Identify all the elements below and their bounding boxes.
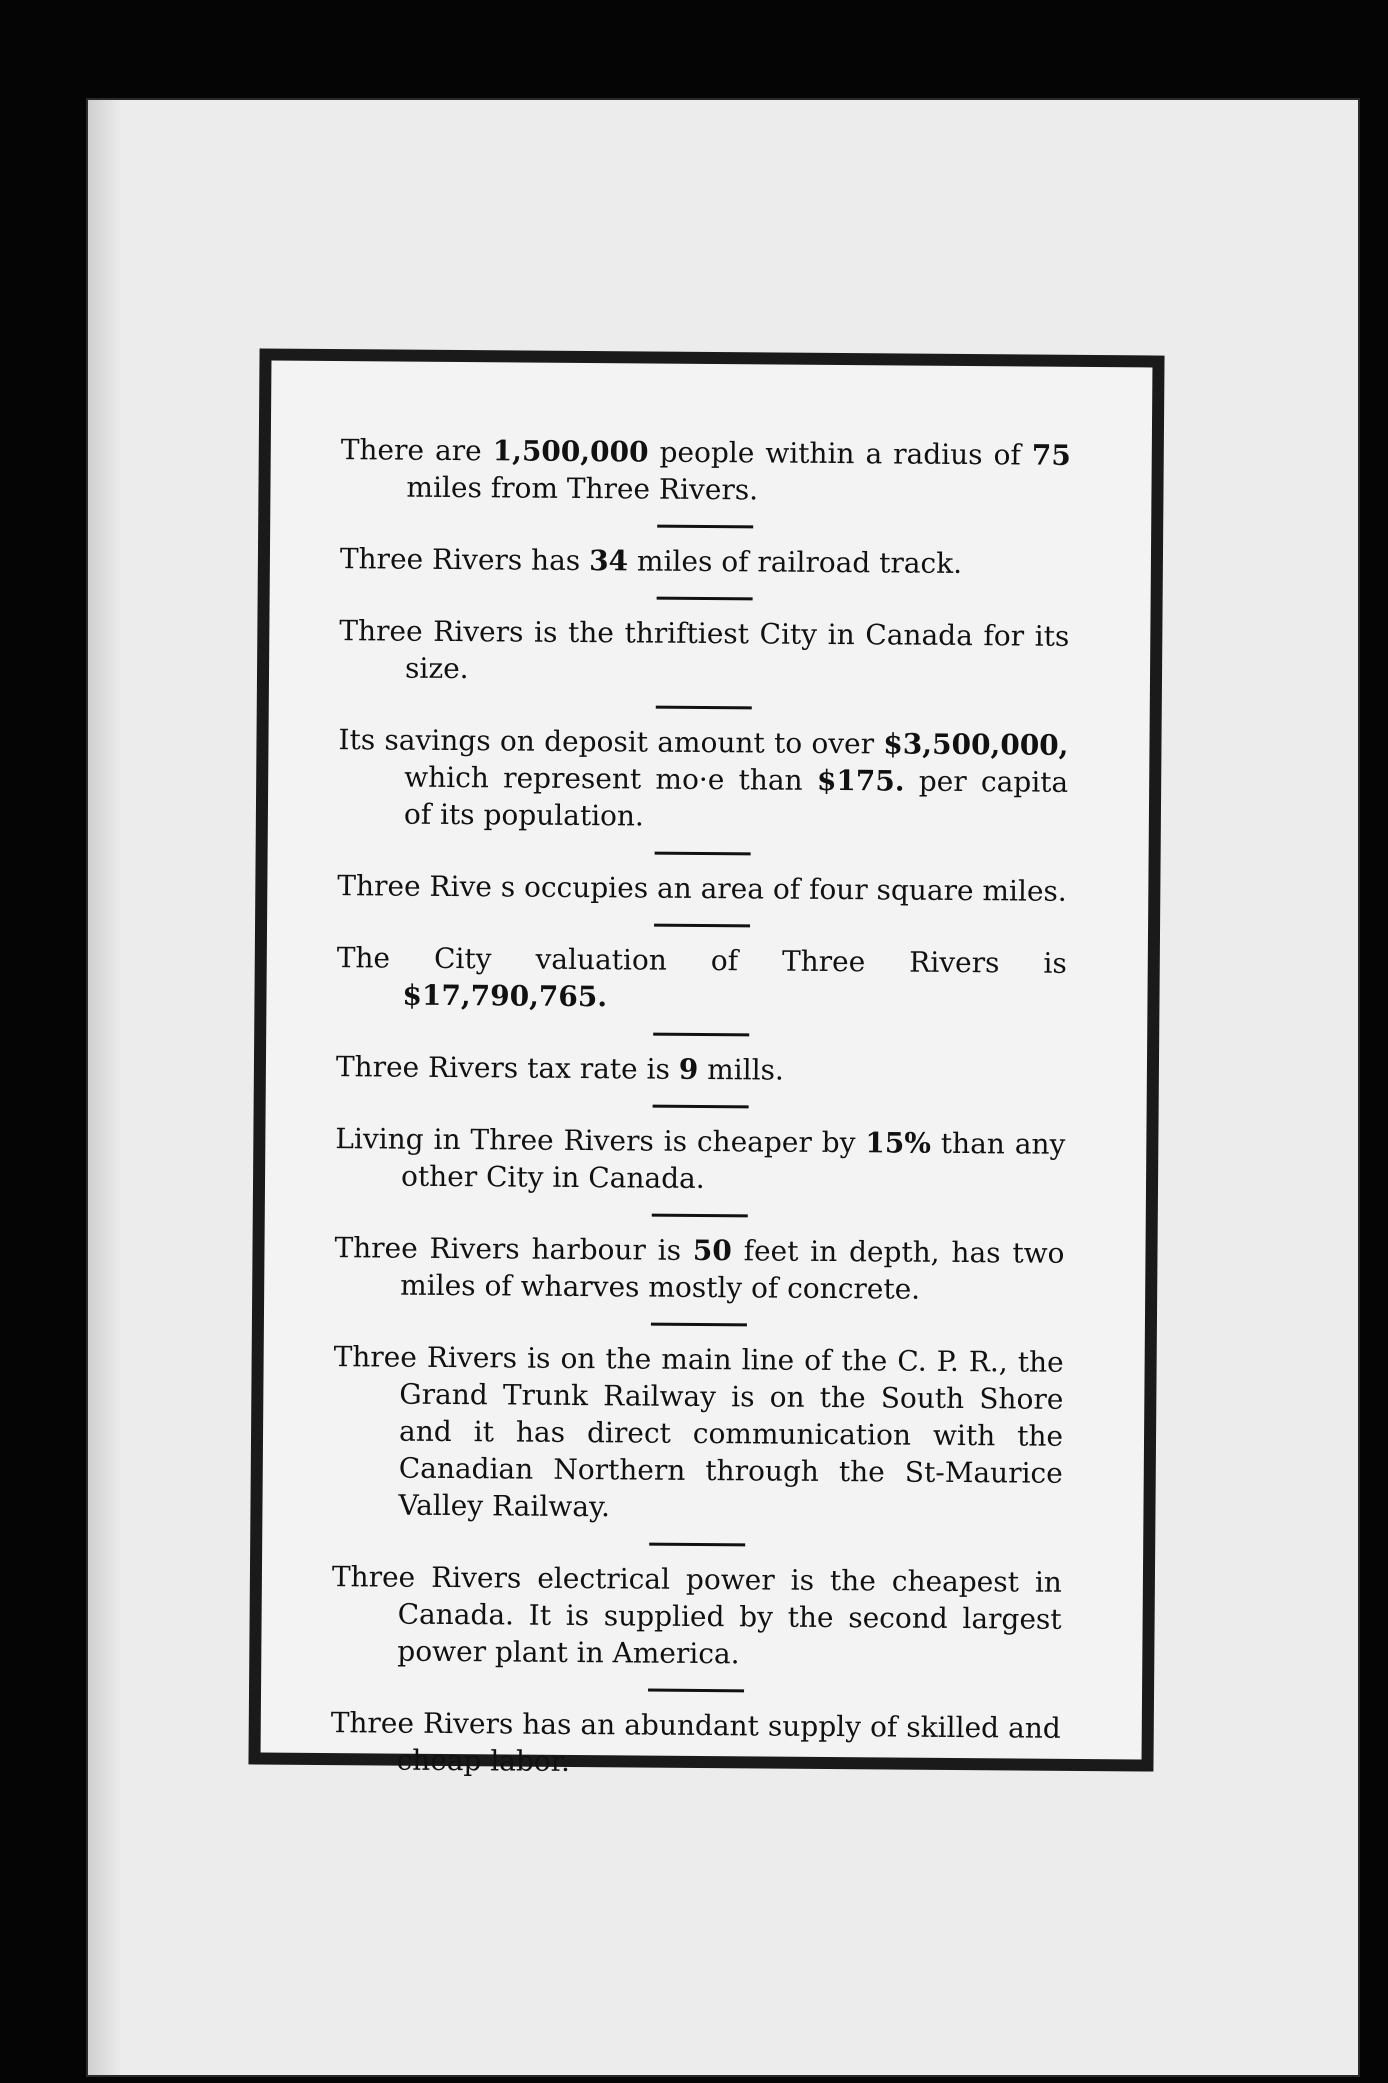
fact-text: Three Rivers has an abundant supply of skilled and cheap labor. [330, 1706, 1061, 1778]
fact-text: Three Rivers is on the main line of the C. P. R., the Grand Trunk Railway is on the South Shore and it has direct communication with the Canadian Northern through the St-Maurice Valley Railway. [333, 1340, 1064, 1524]
fact-text: Living in Three Rivers is cheaper by [335, 1122, 866, 1160]
fact-paragraph [336, 939, 1067, 1019]
fact-figure: 1,500,000 [492, 434, 649, 469]
fact-text: There are [340, 433, 493, 468]
fact-figure: $17,790,765. [402, 978, 608, 1014]
fact-paragraph [332, 1338, 1063, 1529]
separator-rule [655, 852, 751, 856]
fact-text: Three Rive s occupies an area of four square miles. [337, 869, 1067, 908]
fact-text: than any other City in Canada. [400, 1126, 1066, 1195]
fact-paragraph [337, 867, 1067, 910]
fact-text: Three Rivers harbour is [334, 1231, 693, 1267]
fact-figure: 15% [865, 1126, 932, 1160]
bordered-frame [248, 348, 1164, 1778]
fact-text: Its savings on deposit amount to over [338, 723, 884, 761]
fact-figure: 75 [1031, 438, 1071, 472]
page-gutter [88, 100, 122, 2075]
separator-rule [657, 597, 753, 601]
fact-paragraph [338, 721, 1069, 838]
separator-rule [656, 706, 752, 710]
fact-text: The City valuation of Three Rivers is [336, 941, 1067, 980]
fact-figure: $3,500,000, [883, 727, 1069, 762]
separator-rule [654, 924, 750, 928]
fact-figure: 34 [589, 544, 629, 578]
fact-figure: 50 [692, 1233, 732, 1268]
fact-text: feet in depth, has two miles of wharves mostly of concrete. [400, 1234, 1065, 1306]
separator-rule [652, 1214, 748, 1218]
fact-paragraph [339, 612, 1070, 692]
fact-paragraph [336, 1048, 1066, 1091]
fact-text: people within a radius of [648, 435, 1032, 472]
fact-text: Three Rivers electrical power is the cheapest in Canada. It is supplied by the second largest power plant in America. [331, 1560, 1063, 1671]
fact-text: miles of railroad track. [627, 544, 963, 580]
fact-paragraph [334, 1229, 1065, 1309]
fact-text: which represent mo·e than [404, 760, 818, 797]
fact-paragraph [340, 431, 1071, 511]
separator-rule [657, 525, 753, 529]
separator-rule [648, 1689, 744, 1693]
fact-paragraph [331, 1558, 1062, 1675]
facts-list [330, 431, 1071, 1784]
fact-paragraph [330, 1704, 1061, 1784]
fact-text: Three Rivers is the thriftiest City in Canada for its size. [339, 614, 1070, 686]
fact-text: Three Rivers has [339, 542, 590, 578]
fact-text: miles from Three Rivers. [406, 470, 759, 507]
separator-rule [651, 1323, 747, 1327]
fact-paragraph [335, 1120, 1066, 1200]
fact-figure: 9 [678, 1052, 699, 1086]
fact-figure: $175. [816, 763, 905, 798]
separator-rule [649, 1543, 745, 1547]
frame-inner [261, 361, 1153, 1778]
fact-text: Three Rivers tax rate is [335, 1050, 679, 1086]
separator-rule [653, 1033, 749, 1037]
fact-text: per capita of its population. [403, 764, 1069, 833]
fact-text: mills. [698, 1052, 785, 1087]
separator-rule [653, 1105, 749, 1109]
fact-paragraph [340, 540, 1070, 583]
